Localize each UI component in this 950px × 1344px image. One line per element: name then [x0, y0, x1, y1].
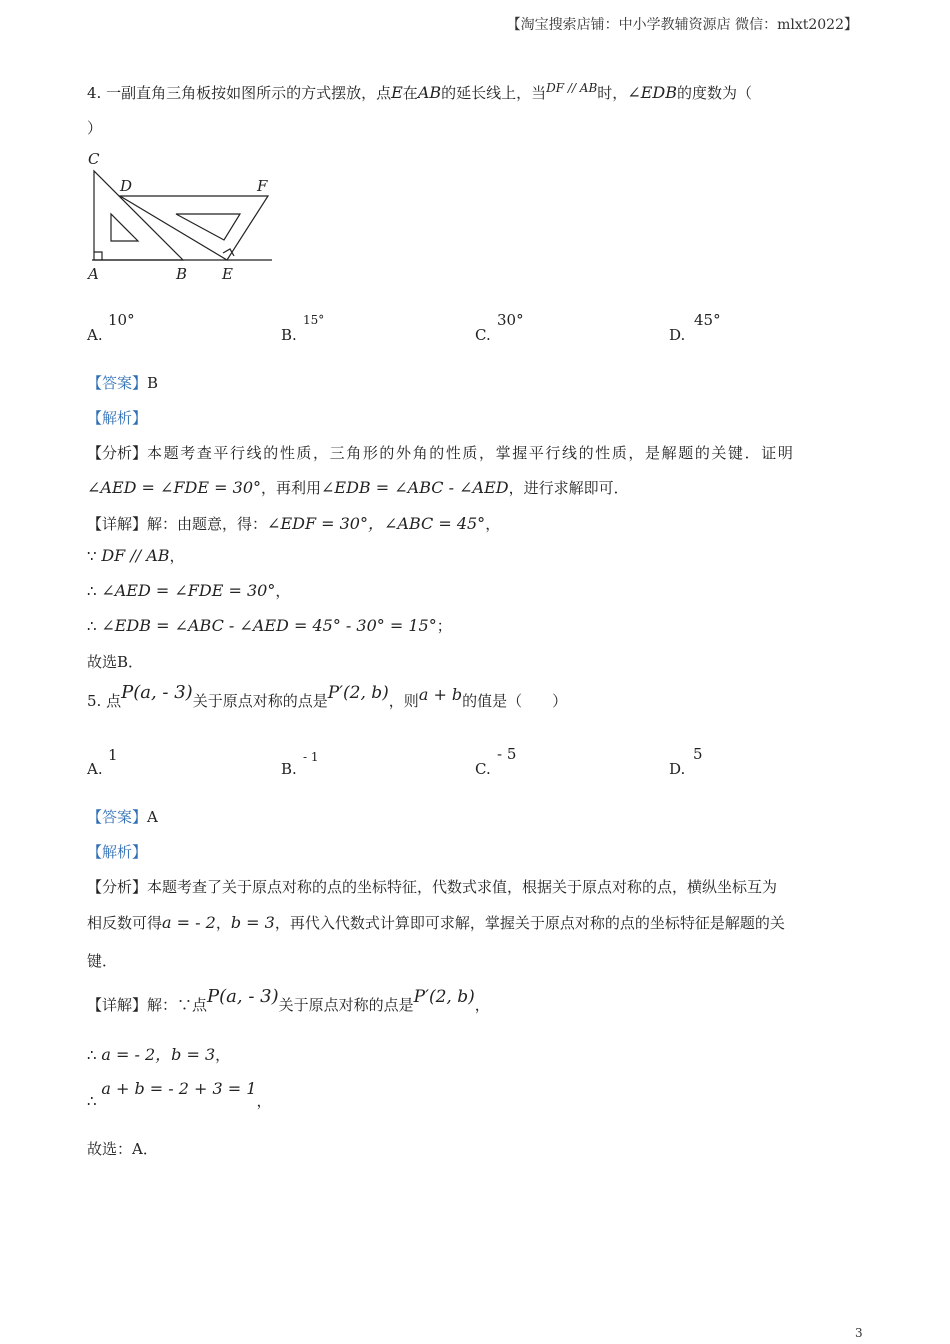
q4-point-e: E	[391, 83, 403, 102]
q4-step3-end: ；	[436, 617, 452, 635]
q4-segment-ab: AB	[417, 83, 442, 102]
q4-fenxi-line2	[87, 477, 629, 498]
q4-step3	[87, 615, 452, 636]
q5-fenxi-m2: b = 3	[230, 913, 275, 932]
q5-option-c-label[interactable]: C.	[475, 760, 491, 778]
label-e: E	[222, 265, 233, 283]
header-watermark: 【淘宝搜索店铺：中小学教辅资源店 微信：mlxt2022】	[506, 17, 858, 33]
q4-answer-value: B	[147, 374, 159, 392]
label-b: B	[176, 265, 188, 283]
q5-step1	[87, 1042, 230, 1065]
q5-step2-math: a + b = - 2 + 3 = 1	[101, 1079, 257, 1098]
q5-step2	[87, 1078, 272, 1110]
q5-fenxi-t2: ，	[215, 914, 231, 932]
q4-option-d-label[interactable]: D.	[669, 326, 686, 344]
q5-step1-math: a = - 2，b = 3	[101, 1045, 216, 1064]
q4-fenxi-text: 本题考查平行线的性质，三角形的外角的性质，掌握平行线的性质，是解题的关键．证明	[147, 444, 795, 462]
q4-step1-end: ，	[169, 547, 185, 565]
q4-stem-e: 的度数为（	[676, 84, 752, 102]
q4-conclusion: 故选B．	[87, 653, 144, 671]
q5-xiangjie	[87, 986, 490, 1015]
q4-step3-sym: ∴	[87, 617, 97, 635]
q5-xiangjie-t1: 解：∵点	[147, 996, 208, 1014]
q4-xiangjie-text: 解：由题意，得：	[147, 515, 268, 533]
q4-step1-sym: ∵	[87, 547, 97, 565]
q4-close-paren: ）	[87, 119, 103, 137]
q5-option-d-value: 5	[693, 745, 703, 763]
q5-fenxi-tag: 【分析】	[87, 878, 148, 896]
q4-xiangjie-math: ∠EDF = 30°，∠ABC = 45°	[267, 514, 486, 533]
q5-xiangjie-tag: 【详解】	[87, 996, 148, 1014]
q5-stem	[87, 682, 568, 711]
q4-fenxi-tag: 【分析】	[87, 444, 148, 462]
q5-fenxi-line3: 键．	[87, 952, 118, 970]
q4-step2-math: ∠AED = ∠FDE = 30°	[101, 581, 276, 600]
q5-step1-end: ，	[215, 1046, 231, 1064]
label-a: A	[88, 265, 99, 283]
q4-figure	[80, 148, 280, 283]
q5-conclusion: 故选：A．	[87, 1140, 158, 1158]
right-angle-a	[94, 252, 102, 260]
q5-xiangjie-p: P(a, - 3)	[207, 986, 279, 1007]
triangle-dfe-hole	[176, 214, 240, 240]
q4-step3-math: ∠EDB = ∠ABC - ∠AED = 45° - 30° = 15°	[101, 616, 437, 635]
q4-stem-c: 的延长线上，当	[441, 84, 547, 102]
q4-option-c-value: 30°	[497, 311, 524, 329]
q5-point-p: P(a, - 3)	[121, 682, 193, 703]
q4-number: 4.	[87, 84, 102, 102]
q4-option-a-label[interactable]: A.	[87, 326, 103, 344]
q4-stem-d: 时，	[597, 84, 628, 102]
q5-fenxi-t3: ，再代入代数式计算即可求解，掌握关于原点对称的点的坐标特征是解题的关	[274, 914, 785, 932]
q5-point-p-prime: P′(2, b)	[327, 683, 389, 703]
q4-fenxi-math2: ∠EDB = ∠ABC - ∠AED	[321, 478, 509, 497]
q4-option-b-label[interactable]: B.	[281, 326, 297, 344]
q4-xiangjie-end: ，	[485, 515, 501, 533]
q5-fenxi-t1: 相反数可得	[87, 914, 163, 932]
q4-step1-math: DF // AB	[101, 546, 170, 565]
q5-option-c-value: - 5	[497, 745, 517, 763]
q5-xiangjie-p-prime: P′(2, b)	[413, 987, 475, 1007]
q5-fenxi	[87, 876, 777, 897]
q4-option-b-value: 15°	[303, 313, 325, 327]
right-angle-e	[223, 249, 234, 256]
q5-fenxi-line1: 本题考查了关于原点对称的点的坐标特征，代数式求值，根据关于原点对称的点，横纵坐标互为	[147, 878, 778, 896]
q4-parallel: DF // AB	[546, 81, 598, 95]
q4-analysis-tag: 【解析】	[87, 409, 148, 427]
q4-xiangjie-tag: 【详解】	[87, 515, 148, 533]
q5-option-d-label[interactable]: D.	[669, 760, 686, 778]
q5-answer-value: A	[147, 808, 158, 826]
q5-fenxi-line2	[87, 912, 785, 933]
q5-option-a-value: 1	[108, 746, 118, 764]
q4-xiangjie	[87, 511, 500, 534]
q4-stem-a: 一副直角三角板按如图所示的方式摆放，点	[106, 84, 392, 102]
q4-fenxi-math1: ∠AED = ∠FDE = 30°	[87, 478, 261, 497]
q4-answer-tag: 【答案】	[87, 374, 148, 392]
q5-step2-sym: ∴	[87, 1092, 97, 1110]
q4-stem	[87, 82, 752, 103]
q5-step1-sym: ∴	[87, 1046, 97, 1064]
triangle-acb-hole	[111, 214, 138, 241]
q5-t3: ，则	[388, 692, 419, 710]
q5-sum: a + b	[418, 685, 463, 704]
q4-step1	[87, 545, 185, 566]
q5-analysis-tag: 【解析】	[87, 843, 148, 861]
q4-step2	[87, 580, 290, 601]
q4-fenxi-t2: ，进行求解即可．	[508, 479, 629, 497]
q5-t4: 的值是（ ）	[462, 692, 568, 710]
q4-answer	[87, 372, 158, 393]
q4-option-d-value: 45°	[694, 311, 721, 329]
q4-option-c-label[interactable]: C.	[475, 326, 491, 344]
q5-t1: 点	[106, 692, 122, 710]
q5-answer	[87, 806, 158, 827]
q5-option-b-label[interactable]: B.	[281, 760, 297, 778]
q5-number: 5.	[87, 692, 102, 710]
q5-option-b-value: - 1	[303, 750, 319, 764]
page-number: 3	[855, 1326, 863, 1340]
label-c: C	[88, 150, 100, 168]
q4-angle: ∠EDB	[627, 83, 677, 102]
q5-answer-tag: 【答案】	[87, 808, 148, 826]
q5-option-a-label[interactable]: A.	[87, 760, 103, 778]
q4-step2-sym: ∴	[87, 582, 97, 600]
q5-step2-end: ，	[256, 1092, 272, 1110]
q4-fenxi-t1: ，再利用	[261, 479, 322, 497]
triangle-dfe	[120, 196, 268, 260]
label-d: D	[120, 177, 133, 195]
q4-stem-b: 在	[402, 84, 418, 102]
q5-fenxi-m1: a = - 2	[162, 913, 216, 932]
q4-fenxi	[87, 442, 794, 463]
label-f: F	[257, 177, 268, 195]
q5-t2: 关于原点对称的点是	[192, 692, 328, 710]
q5-xiangjie-t2: 关于原点对称的点是	[278, 996, 414, 1014]
q4-step2-end: ，	[275, 582, 291, 600]
q5-xiangjie-end: ，	[474, 996, 490, 1014]
q4-option-a-value: 10°	[108, 311, 135, 329]
triangle-acb	[94, 171, 183, 260]
